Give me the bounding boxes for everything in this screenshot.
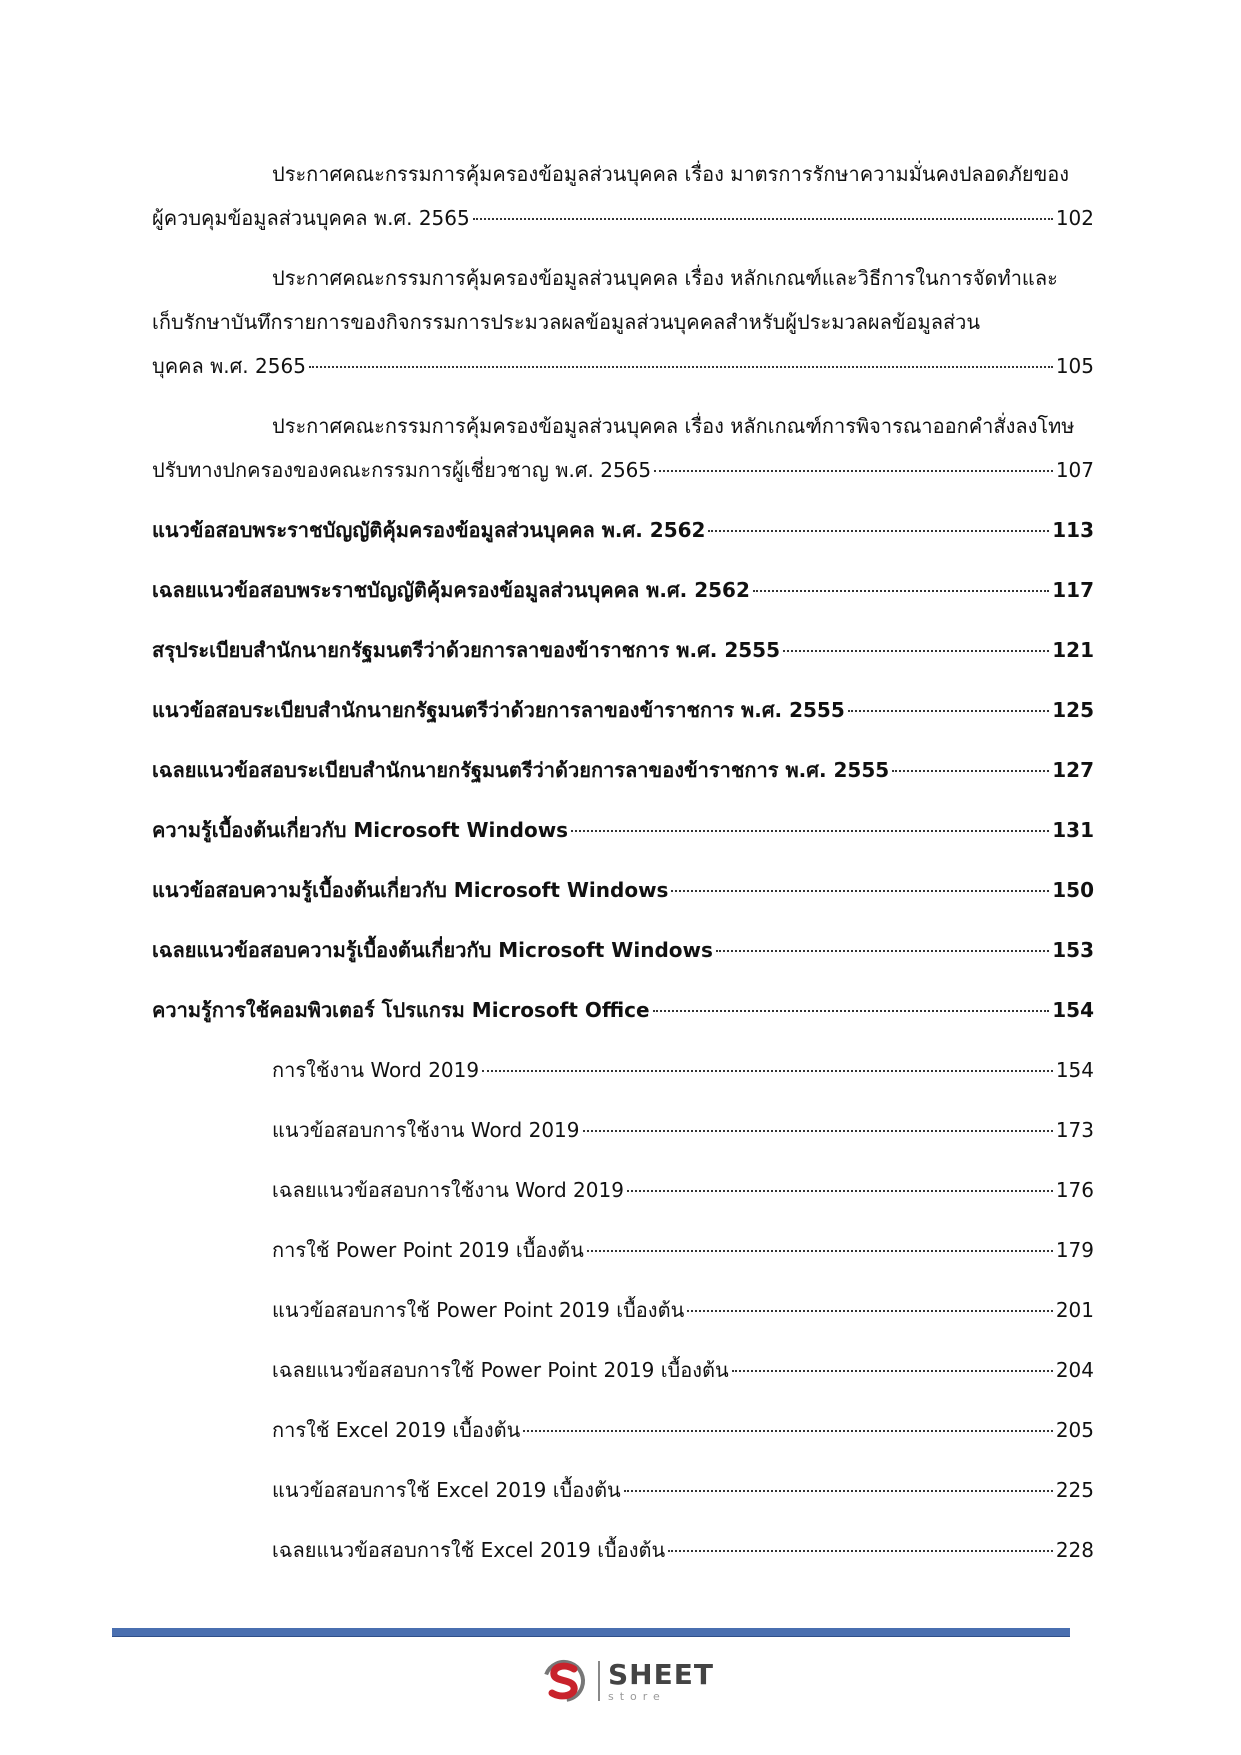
toc-entry[interactable]: [152, 404, 1094, 492]
toc-entry-title: ผู้ควบคุมข้อมูลส่วนบุคคล พ.ศ. 2565: [152, 206, 470, 230]
toc-sub-entry[interactable]: [152, 1108, 1094, 1152]
dot-leader: [783, 650, 1049, 652]
logo-subtext: store: [608, 1689, 666, 1703]
toc-page-number: 125: [1052, 698, 1094, 722]
dot-leader: [708, 530, 1049, 532]
dot-leader: [716, 950, 1049, 952]
toc-page-number: 121: [1052, 638, 1094, 662]
dot-leader: [892, 770, 1049, 772]
logo-word: SHEET: [608, 1657, 714, 1691]
toc-sub-entry[interactable]: [152, 1408, 1094, 1452]
toc-main-entry[interactable]: [152, 508, 1094, 552]
toc-subsection: [152, 1048, 1094, 1572]
dot-leader: [732, 1370, 1053, 1372]
toc-page-number: 102: [1055, 206, 1094, 230]
dot-leader: [571, 830, 1049, 832]
dot-leader: [668, 1550, 1053, 1552]
dot-leader: [848, 710, 1050, 712]
toc-page-number: 173: [1055, 1118, 1094, 1142]
toc-sub-entry[interactable]: [152, 1528, 1094, 1572]
dot-leader: [753, 590, 1049, 592]
toc-entry-title: แนวข้อสอบการใช้ Excel 2019 เบื้องต้น: [272, 1478, 621, 1502]
toc-main-entry[interactable]: [152, 928, 1094, 972]
dot-leader: [587, 1250, 1053, 1252]
toc-main-entry[interactable]: [152, 988, 1094, 1032]
toc-page-number: 205: [1055, 1418, 1094, 1442]
toc-page-number: 117: [1052, 578, 1094, 602]
toc-entry-title: ปรับทางปกครองของคณะกรรมการผู้เชี่ยวชาญ พ.ศ. 2565: [152, 458, 652, 482]
logo-text: [608, 1657, 714, 1703]
dot-leader: [653, 1010, 1050, 1012]
dot-leader: [654, 470, 1053, 472]
toc-entry-title: สรุประเบียบสำนักนายกรัฐมนตรีว่าด้วยการลาของข้าราชการ พ.ศ. 2555: [152, 638, 780, 662]
toc-sub-entry[interactable]: [152, 1288, 1094, 1332]
toc-entry-title: การใช้งาน Word 2019: [272, 1058, 480, 1082]
toc-entry-title: ความรู้การใช้คอมพิวเตอร์ โปรแกรม Microsoft Office: [152, 998, 650, 1022]
dot-leader: [473, 218, 1053, 220]
toc-page-number: 150: [1052, 878, 1094, 902]
toc-entry-text-line: ประกาศคณะกรรมการคุ้มครองข้อมูลส่วนบุคคล เรื่อง มาตรการรักษาความมั่นคงปลอดภัยของ: [272, 162, 1070, 186]
toc-entry-title: แนวข้อสอบการใช้ Power Point 2019 เบื้องต้น: [272, 1298, 685, 1322]
toc-entry-title: ความรู้เบื้องต้นเกี่ยวกับ Microsoft Windows: [152, 818, 569, 842]
toc-entry-text-line: เก็บรักษาบันทึกรายการของกิจกรรมการประมวลผลข้อมูลส่วนบุคคลสำหรับผู้ประมวลผลข้อมูลส่วน: [152, 310, 981, 334]
dot-leader: [671, 890, 1049, 892]
toc-main-entry[interactable]: [152, 748, 1094, 792]
sheet-store-s-logo-icon: [540, 1655, 592, 1707]
toc-page-number: 105: [1055, 354, 1094, 378]
toc-entry-title: การใช้ Excel 2019 เบื้องต้น: [272, 1418, 521, 1442]
toc-entry-last-line: [152, 448, 1094, 492]
toc-page-number: 107: [1055, 458, 1094, 482]
toc-entry-title: เฉลยแนวข้อสอบการใช้ Power Point 2019 เบื้องต้น: [272, 1358, 729, 1382]
toc-sub-entry[interactable]: [152, 1468, 1094, 1512]
toc-page-number: 153: [1052, 938, 1094, 962]
toc-main-entry[interactable]: [152, 808, 1094, 852]
toc-entry-title: แนวข้อสอบความรู้เบื้องต้นเกี่ยวกับ Microsoft Windows: [152, 878, 669, 902]
logo-divider: [598, 1661, 600, 1701]
toc-entry-title: แนวข้อสอบระเบียบสำนักนายกรัฐมนตรีว่าด้วยการลาของข้าราชการ พ.ศ. 2555: [152, 698, 845, 722]
dot-leader: [482, 1070, 1053, 1072]
toc-page-number: 225: [1055, 1478, 1094, 1502]
toc-entry-title: เฉลยแนวข้อสอบการใช้ Excel 2019 เบื้องต้น: [272, 1538, 666, 1562]
toc-entry-last-line: [152, 344, 1094, 388]
toc-entry-title: แนวข้อสอบพระราชบัญญัติคุ้มครองข้อมูลส่วนบุคคล พ.ศ. 2562: [152, 518, 706, 542]
toc-entry-title: เฉลยแนวข้อสอบการใช้งาน Word 2019: [272, 1178, 624, 1202]
toc-entry-title: เฉลยแนวข้อสอบระเบียบสำนักนายกรัฐมนตรีว่าด้วยการลาของข้าราชการ พ.ศ. 2555: [152, 758, 890, 782]
toc-page-number: 176: [1055, 1178, 1094, 1202]
dot-leader: [687, 1310, 1053, 1312]
dot-leader: [523, 1430, 1052, 1432]
toc-page-number: 113: [1052, 518, 1094, 542]
toc-main-entry[interactable]: [152, 568, 1094, 612]
toc-page-number: 179: [1055, 1238, 1094, 1262]
toc-sub-entry[interactable]: [152, 1228, 1094, 1272]
toc-main-section: [152, 508, 1094, 1032]
toc-entry-title: บุคคล พ.ศ. 2565: [152, 354, 306, 378]
toc-entry-last-line: [152, 196, 1094, 240]
toc-entry-text-line: ประกาศคณะกรรมการคุ้มครองข้อมูลส่วนบุคคล เรื่อง หลักเกณฑ์และวิธีการในการจัดทำและ: [272, 266, 1058, 290]
toc-page-number: 131: [1052, 818, 1094, 842]
toc-entry[interactable]: [152, 152, 1094, 240]
toc-entry-title: เฉลยแนวข้อสอบพระราชบัญญัติคุ้มครองข้อมูลส่วนบุคคล พ.ศ. 2562: [152, 578, 750, 602]
toc-page-number: 154: [1052, 998, 1094, 1022]
toc-sub-entry[interactable]: [152, 1048, 1094, 1092]
toc-page-number: 127: [1052, 758, 1094, 782]
sheet-store-logo: [540, 1655, 714, 1707]
toc-main-entry[interactable]: [152, 868, 1094, 912]
toc-entry-title: การใช้ Power Point 2019 เบื้องต้น: [272, 1238, 584, 1262]
footer-divider: [112, 1628, 1070, 1637]
dot-leader: [624, 1490, 1053, 1492]
toc-page-number: 201: [1055, 1298, 1094, 1322]
toc-sub-entry[interactable]: [152, 1168, 1094, 1212]
toc-sub-entry[interactable]: [152, 1348, 1094, 1392]
toc-entry-title: เฉลยแนวข้อสอบความรู้เบื้องต้นเกี่ยวกับ Microsoft Windows: [152, 938, 713, 962]
dot-leader: [309, 366, 1053, 368]
table-of-contents: [152, 152, 1094, 1572]
toc-page-number: 228: [1055, 1538, 1094, 1562]
toc-main-entry[interactable]: [152, 628, 1094, 672]
toc-entry-text-line: ประกาศคณะกรรมการคุ้มครองข้อมูลส่วนบุคคล เรื่อง หลักเกณฑ์การพิจารณาออกคำสั่งลงโทษ: [272, 414, 1075, 438]
dot-leader: [583, 1130, 1053, 1132]
dot-leader: [627, 1190, 1053, 1192]
toc-page-number: 204: [1055, 1358, 1094, 1382]
toc-main-entry[interactable]: [152, 688, 1094, 732]
toc-entry-title: แนวข้อสอบการใช้งาน Word 2019: [272, 1118, 580, 1142]
toc-entry[interactable]: [152, 256, 1094, 388]
toc-page-number: 154: [1055, 1058, 1094, 1082]
